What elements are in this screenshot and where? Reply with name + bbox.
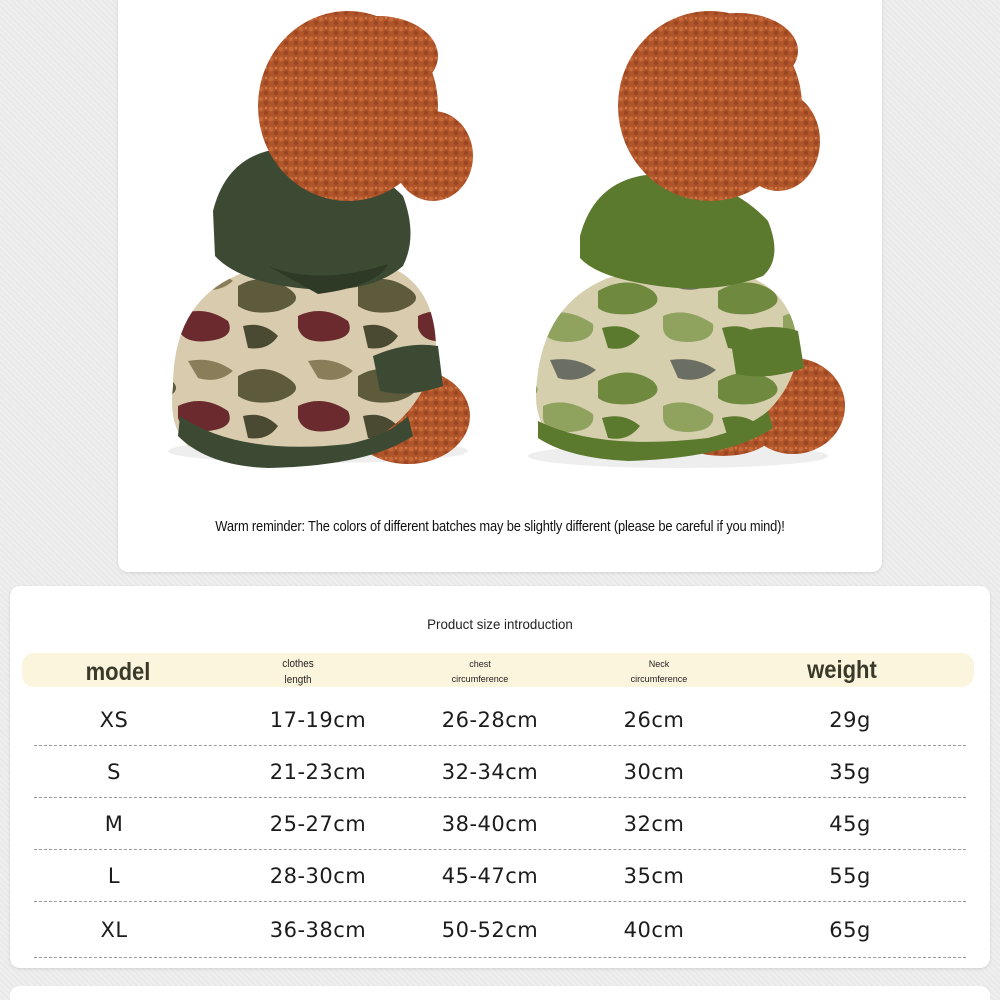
header-clothes-length-line1: clothes: [282, 658, 314, 670]
header-clothes-length: [253, 656, 343, 688]
header-clothes-length-line2: length: [284, 674, 312, 686]
size-chart-title: Product size introduction: [427, 616, 573, 632]
header-weight: weight: [807, 656, 877, 684]
header-chest: [433, 657, 528, 687]
cell-weight: 35g: [829, 760, 871, 784]
header-neck-line2: circumference: [630, 674, 688, 685]
cell-model: M: [104, 812, 124, 836]
next-card-edge: [10, 986, 990, 1000]
size-chart-card: [10, 586, 990, 968]
cell-length: 25-27cm: [269, 812, 367, 836]
product-photo-card: [118, 0, 882, 572]
header-chest-line1: chest: [469, 659, 491, 670]
table-row: [34, 850, 966, 902]
cell-chest: 45-47cm: [441, 864, 539, 888]
dog-right-illustration: [528, 11, 845, 468]
header-model: model: [85, 658, 151, 686]
header-neck-line1: Neck: [648, 659, 670, 670]
table-row: [34, 902, 966, 958]
cell-neck: 30cm: [623, 760, 685, 784]
cell-length: 28-30cm: [269, 864, 367, 888]
cell-weight: 29g: [829, 708, 871, 732]
cell-model: XL: [100, 918, 128, 942]
cell-model: L: [107, 864, 121, 888]
cell-neck: 32cm: [623, 812, 685, 836]
header-neck: [612, 657, 707, 687]
cell-neck: 40cm: [623, 918, 685, 942]
cell-weight: 65g: [829, 918, 871, 942]
cell-weight: 55g: [829, 864, 871, 888]
warm-reminder-text: Warm reminder: The colors of different batches may be slightly different (please be careful if you mind)!: [215, 518, 785, 535]
cell-chest: 26-28cm: [441, 708, 539, 732]
cell-neck: 26cm: [623, 708, 685, 732]
cell-neck: 35cm: [623, 864, 685, 888]
cell-chest: 38-40cm: [441, 812, 539, 836]
cell-length: 36-38cm: [269, 918, 367, 942]
product-photo: [118, 0, 882, 496]
table-row: [34, 694, 966, 746]
cell-length: 21-23cm: [269, 760, 367, 784]
table-row: [34, 746, 966, 798]
header-chest-line2: circumference: [451, 674, 509, 685]
cell-chest: 32-34cm: [441, 760, 539, 784]
cell-model: XS: [99, 708, 129, 732]
dog-left-illustration: [168, 11, 473, 468]
cell-length: 17-19cm: [269, 708, 367, 732]
table-row: [34, 798, 966, 850]
cell-model: S: [107, 760, 121, 784]
cell-chest: 50-52cm: [441, 918, 539, 942]
cell-weight: 45g: [829, 812, 871, 836]
